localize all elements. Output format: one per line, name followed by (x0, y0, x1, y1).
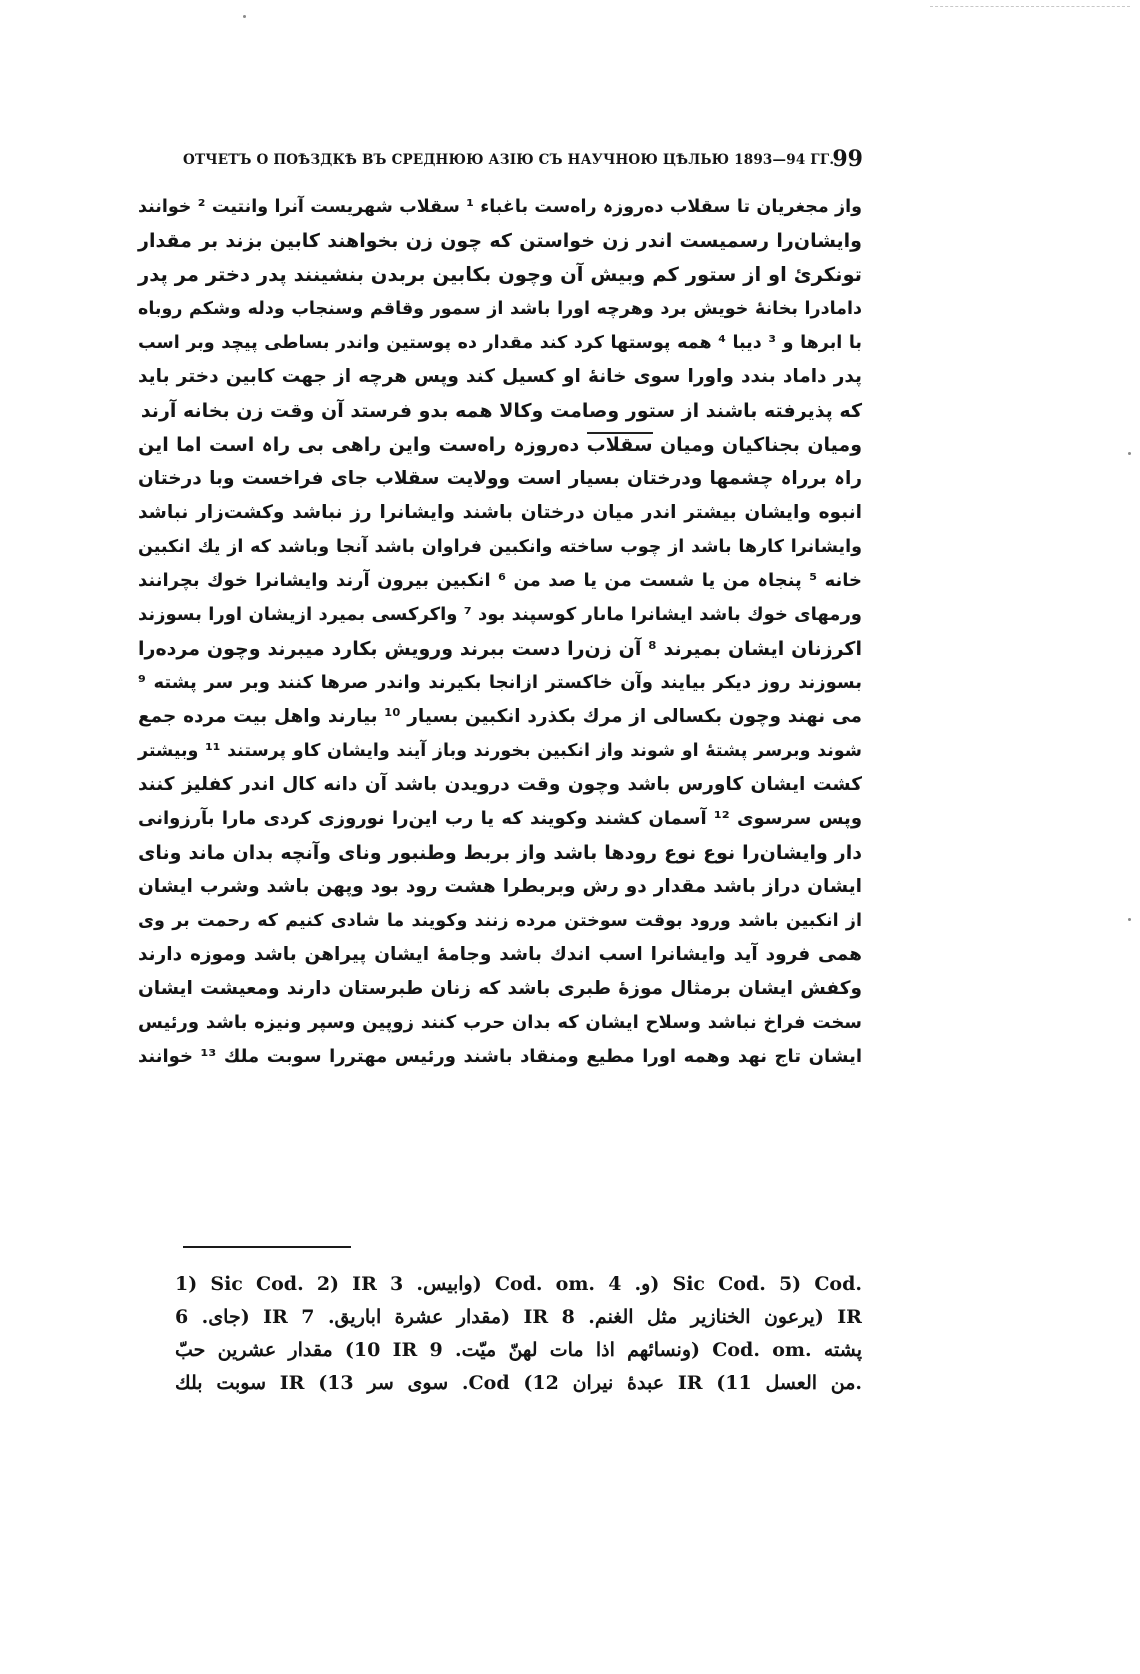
footnotes (175, 1268, 862, 1400)
text-line: همی فرود آید وایشانرا اسب اندك باشد وجامهٔ ایشان پیراهن باشد وموزه دارند (138, 944, 862, 965)
footnote-line: جای. 6) IR مقدار عشرة اباریق. 7) IR یرعون الخنازیر مثل الغنم. 8) IR (175, 1306, 862, 1328)
footnote-divider (183, 1246, 351, 1248)
text-line: ایشان دراز باشد مقدار دو رش وبربطرا هشت رود بود وپهن باشد وشرب ایشان (138, 876, 862, 897)
scan-edge-mark (930, 6, 1130, 7)
text-line: ورمهای خوك باشد ایشانرا ماںار کوسپند بود ⁷ واکرکسی بمیرد ازیشان اورا بسوزند (138, 604, 862, 625)
text-line: دار وایشان‌را نوع نوع رودها باشد واز بربط وطنبور ونای وآنچه بدان ماند ونای (138, 842, 862, 864)
text-line: از انکبین باشد ورود بوقت سوختن مرده زنند وکویند ما شادی کنیم که رحمت بر وی (138, 911, 862, 931)
text-line: پدر داماد بندد واورا سوی خانهٔ او کسیل کند وپس هرچه از جهت کابین دختر باید (138, 366, 862, 387)
text-line: وایشانرا کارها باشد از چوب ساخته وانکبین فراوان باشد آنجا وباشد که از یك انکبین (138, 537, 862, 557)
text-line: وایشان‌را رسمیست اندر زن خواستن که چون زن بخواهند کابین بزند بر مقدار (138, 230, 862, 252)
persian-body-text (138, 190, 862, 1074)
scan-speck (1128, 452, 1131, 455)
scan-speck (1128, 918, 1131, 921)
footnote-line: 1) Sic Cod. 2) IR وابیس. 3) Cod. om. و. 4) Sic Cod. 5) Cod. (175, 1273, 863, 1295)
text-line: شوند وبرسر پشتهٔ او شوند واز انکبین بخورند وباز آیند وایشان کاو پرستند ¹¹ وبیشتر (138, 741, 862, 761)
text-line: با ابرها و ³ دیبا ⁴ همه پوستها کرد کند مقدار ده پوستین واندر بساطی پیچد وبر اسب (138, 333, 863, 353)
running-header (183, 146, 863, 174)
text-line: انبوه وایشان بیشتر اندر میان درختان باشند وایشانرا رز نباشد وکشت‌زار نباشد (138, 502, 862, 523)
scan-speck (243, 15, 246, 18)
footnote-line: مقدار عشرین حبّ (10 IR ونسائهم اذا مات لهنّ میّت. 9) Cod. om. پشته (175, 1339, 863, 1361)
text-line: ایشان تاج نهد وهمه اورا مطیع ومنقاد باشند ورئیس مهتررا سوبت ملك ¹³ خوانند (138, 1046, 862, 1067)
text-line: که پذیرفته باشند از ستور وصامت وکالا همه بدو فرستد آن وقت زن بخانه آرند (140, 400, 862, 422)
text-line: سخت فراخ نباشد وسلاح ایشان که بدان حرب کنند زوپین وسپر ونیزه باشد ورئیس (138, 1012, 862, 1033)
text-line: اکرزنان ایشان بمیرند ⁸ آن زن‌را دست ببرند ورویش بکارد میبرند وچون مرده‌را (138, 638, 862, 660)
text-line: کشت ایشان کاورس باشد وچون وقت درویدن باشد آن دانه کال اندر کفلیز کنند (138, 774, 862, 795)
text-line: بسوزند روز دیکر بیایند وآن خاکستر ازانجا بکیرند واندر صرها کنند وبر سر پشته ⁹ (138, 672, 862, 693)
text-line: ومیان بجناکیان ومیان سقلاب دەروزہ راەست واین راهی بی راہ است اما این (138, 434, 862, 456)
text-line: می نهند وچون بکسالی از مرك بکذرد انکبین بسیار ¹⁰ بیارند واهل بیت مرده جمع (138, 706, 862, 727)
page-number: 99 (832, 146, 863, 172)
text-line: تونکرئ او از ستور کم وبیش آن وچون بکابین بربدن بنشینند پدر دختر مر پدر (138, 263, 862, 286)
running-title: ОТЧЕТЪ О ПОѢЗДКѢ ВЪ СРЕДНЮЮ АЗІЮ СЪ НАУЧНОЮ ЦѢЛЬЮ 1893—94 ГГ. (183, 152, 835, 168)
overlined-word: سقلاب (586, 434, 653, 456)
text-line: وکفش ایشان برمثال موزهٔ طبری باشد که زنان طبرستان دارند ومعیشت ایشان (138, 978, 862, 999)
text-line: واز مجغریان تا سقلاب دەروزہ راەست باغباء ¹ سقلاب شهریست آنرا وانتیت ² خوانند (138, 197, 862, 217)
text-line: راہ برراہ چشمها ودرختان بسیار است وولایت سقلاب جای فراخست وبا درختان (138, 468, 862, 489)
footnote-line: سوبت بلك IR (13 سوی سر .Cod (12 عبدهٔ نیران IR (11 من العسل. (175, 1372, 863, 1394)
text-line: وپس سرسوی ¹² آسمان کشند وکویند که یا رب این‌را نوروزی کردی مارا بآرزوانی (138, 808, 863, 829)
text-line: خانه ⁵ پنجاہ من یا شست من یا صد من ⁶ انکبین بیرون آرند وایشانرا خوك بچرانند (138, 570, 862, 591)
text-line: دامادرا بخانهٔ خویش برد وهرچه اورا باشد از سمور وقاقم وسنجاب ودله وشکم روباه (138, 299, 862, 319)
